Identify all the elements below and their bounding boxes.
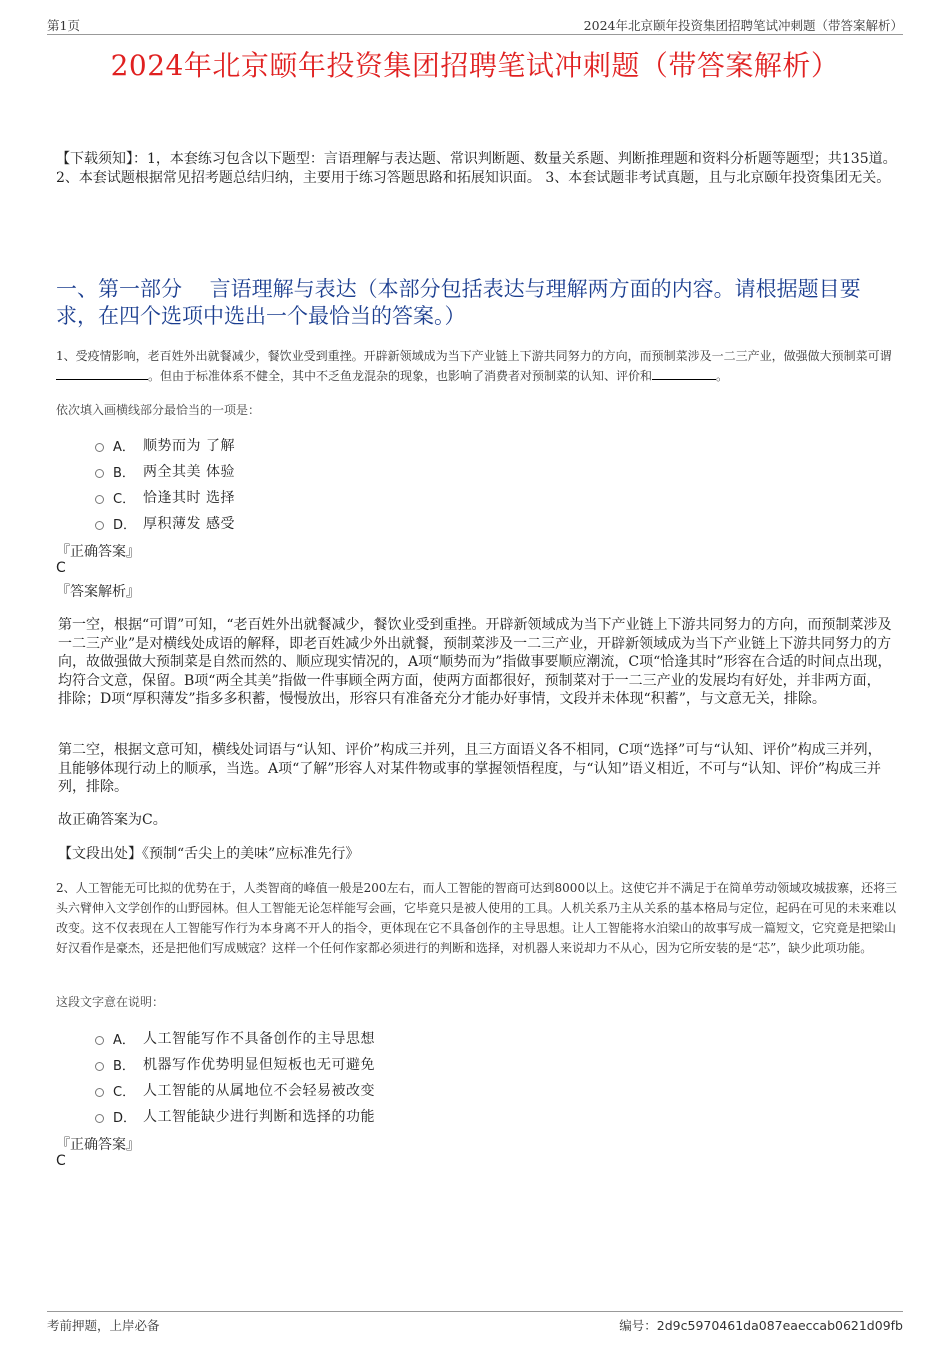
- q2-option-c[interactable]: [95, 1077, 375, 1103]
- option-letter: A．: [113, 439, 135, 455]
- radio-icon[interactable]: [95, 521, 104, 530]
- q2-option-d[interactable]: [95, 1103, 375, 1129]
- option-text: 人工智能的从属地位不会轻易被改变: [143, 1083, 375, 1099]
- question-2-stem: 2、人工智能无可比拟的优势在于，人类智商的峰值一般是200左右，而人工智能的智商可达到8000以上。这使它并不满足于在简单劳动领域攻城拔寨，还将三头六臂伸入文学创作的山野园林。但人工智能无论怎样能写会画，它毕竟只是被人使用的工具。人机关系乃主从关系的基本格局与定位，起码在可见的未来难以改变。这不仅表现在人工智能写作行为本身离不开人的指令，更体现在它不具备创作的主导思想。让人工智能将水泊梁山的故事写成一篇短文，它究竟是把梁山好汉看作是豪杰，还是把他们写成贼寇？这样一个任何作家都必须进行的判断和选择，对机器人来说却力不从心，因为它所安装的是“芯”，缺少此项功能。: [56, 881, 898, 955]
- q1-option-a[interactable]: [95, 432, 235, 458]
- q1-analysis-paragraph-1: 第一空，根据“可谓”可知，“老百姓外出就餐减少，餐饮业受到重挫。开辟新领域成为当下产业链上下游共同努力的方向，而预制菜涉及一二三产业”是对横线处成语的解释，即老百姓减少外出就餐，预制菜涉及一二三产业，开辟新领域成为当下产业链上下游共同努力的方向，故做强做大预制菜是自然而然的、顺应现实情况的，A项“顺势而为”指做事要顺应潮流，C项“恰逢其时”形容在合适的时间点出现，均符合文意，保留。B项“两全其美”指做一件事顾全两方面，使两方面都很好，预制菜对于一二三产业的发展均有好处，并非两方面，排除；D项“厚积薄发”指多多积蓄，慢慢放出，形容只有准备充分才能办好事情，文段并未体现“积蓄”，与文意无关，排除。: [58, 617, 892, 707]
- q1-option-b[interactable]: [95, 458, 235, 484]
- option-text: 两全其美 体验: [143, 464, 235, 480]
- radio-icon[interactable]: [95, 1088, 104, 1097]
- q1-conclusion: 故正确答案为C。: [58, 812, 167, 828]
- option-letter: B．: [113, 1058, 135, 1074]
- option-text: 厚积薄发 感受: [143, 516, 235, 532]
- q1-analysis-paragraph-2: 第二空，根据文意可知，横线处词语与“认知、评价”构成三并列，且三方面语义各不相同，C项“选择”可与“认知、评价”构成三并列，且能够体现行动上的顺承，当选。A项“了解”形容人对某件物或事的掌握领悟程度，与“认知”语义相近，不可与“认知、评价”构成三并列，排除。: [58, 742, 882, 795]
- option-text: 人工智能缺少进行判断和选择的功能: [143, 1109, 375, 1125]
- q2-options: [95, 1025, 375, 1129]
- q1-blank-1: [56, 367, 148, 380]
- question-1-stem: [56, 346, 898, 386]
- running-title: 2024年北京颐年投资集团招聘笔试冲刺题（带答案解析）: [583, 18, 903, 33]
- q1-option-d[interactable]: [95, 510, 235, 536]
- section-heading: 一、第一部分 言语理解与表达（本部分包括表达与理解两方面的内容。请根据题目要求，在四个选项中选出一个最恰当的答案。）: [56, 277, 861, 328]
- option-letter: D．: [113, 1110, 137, 1126]
- q2-prompt: 这段文字意在说明：: [56, 995, 165, 1009]
- q1-stem-part3: 。: [716, 369, 729, 383]
- radio-icon[interactable]: [95, 495, 104, 504]
- q2-option-b[interactable]: [95, 1051, 375, 1077]
- page-header: [47, 14, 903, 35]
- download-notice: 【下载须知】：1，本套练习包含以下题型：言语理解与表达题、常识判断题、数量关系题、判断推理题和资料分析题等题型；共135道。 2、本套试题根据常见招考题总结归纳，主要用于练习答题思路和拓展知识面。 3、本套试题非考试真题，且与北京颐年投资集团无关。: [56, 151, 897, 186]
- q1-blank-2: [652, 367, 716, 380]
- q1-answer-label: 『正确答案』: [56, 544, 140, 560]
- document-id: 编号：2d9c5970461da087eaeccab0621d09fb: [619, 1318, 903, 1333]
- option-letter: C．: [113, 1084, 136, 1100]
- option-letter: B．: [113, 465, 135, 481]
- option-text: 人工智能写作不具备创作的主导思想: [143, 1031, 375, 1047]
- q1-option-c[interactable]: [95, 484, 235, 510]
- radio-icon[interactable]: [95, 1036, 104, 1045]
- q1-analysis-label: 『答案解析』: [56, 584, 140, 600]
- q1-options: [95, 432, 235, 536]
- radio-icon[interactable]: [95, 443, 104, 452]
- option-text: 机器写作优势明显但短板也无可避免: [143, 1057, 375, 1073]
- q1-stem-part2: 。但由于标准体系不健全，其中不乏鱼龙混杂的现象，也影响了消费者对预制菜的认知、评价和: [148, 369, 653, 383]
- document-title: 2024年北京颐年投资集团招聘笔试冲刺题（带答案解析）: [110, 49, 840, 82]
- option-text: 恰逢其时 选择: [143, 490, 235, 506]
- q1-prompt: 依次填入画横线部分最恰当的一项是：: [56, 403, 261, 417]
- option-letter: D．: [113, 517, 137, 533]
- q1-answer: C: [56, 560, 66, 576]
- radio-icon[interactable]: [95, 469, 104, 478]
- option-letter: A．: [113, 1032, 135, 1048]
- radio-icon[interactable]: [95, 1062, 104, 1071]
- option-text: 顺势而为 了解: [143, 438, 235, 454]
- q1-source: 【文段出处】《预制“舌尖上的美味”应标准先行》: [58, 846, 360, 862]
- radio-icon[interactable]: [95, 1114, 104, 1123]
- q1-stem-part1: 1、受疫情影响，老百姓外出就餐减少，餐饮业受到重挫。开辟新领域成为当下产业链上下游共同努力的方向，而预制菜涉及一二三产业，做强做大预制菜可谓: [56, 349, 892, 363]
- footer-slogan: 考前押题，上岸必备: [47, 1318, 160, 1333]
- page-number: 第1页: [47, 18, 80, 33]
- q2-answer-label: 『正确答案』: [56, 1137, 140, 1153]
- page-footer: [47, 1311, 903, 1333]
- q2-answer: C: [56, 1153, 66, 1169]
- q2-option-a[interactable]: [95, 1025, 375, 1051]
- option-letter: C．: [113, 491, 136, 507]
